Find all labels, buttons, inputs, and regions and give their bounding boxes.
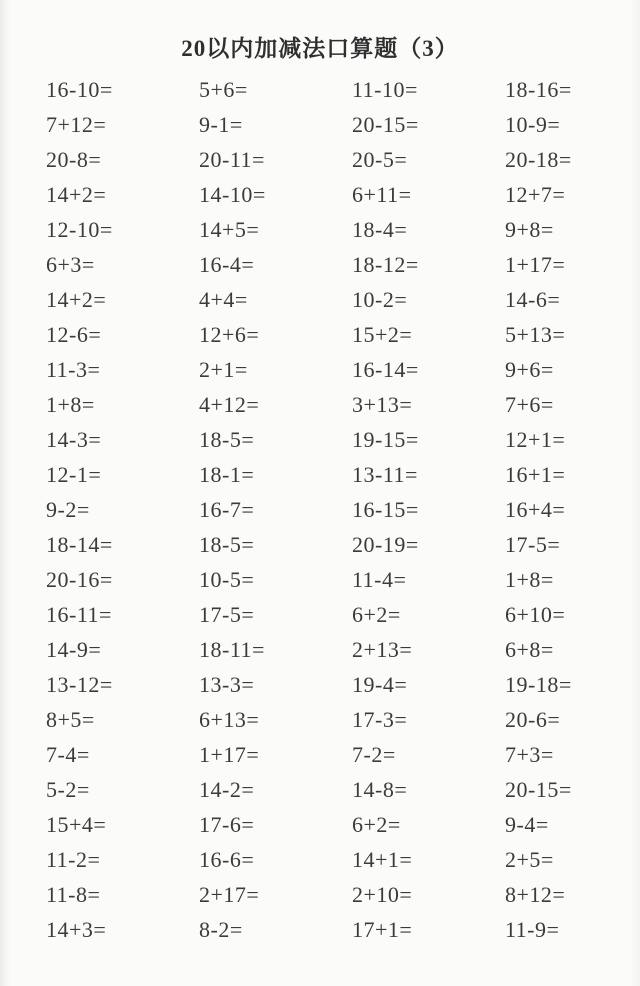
problem-cell: 14-3= [46,427,102,452]
problem-cell: 6+2= [352,602,401,627]
problem-cell: 14+5= [199,217,260,242]
problem-cell: 14-10= [199,182,266,207]
problem-cell: 2+17= [199,882,260,907]
problem-cell: 12-1= [46,462,102,487]
problem-cell: 20-8= [46,147,102,172]
problem-cell: 20-5= [352,147,408,172]
problem-cell: 4+12= [199,392,260,417]
problem-cell: 20-15= [505,777,572,802]
problem-cell: 6+10= [505,602,566,627]
problem-cell: 18-11= [199,637,265,662]
problem-cell: 4+4= [199,287,248,312]
problem-cell: 1+17= [199,742,260,767]
problem-cell: 2+10= [352,882,413,907]
problem-cell: 6+8= [505,637,554,662]
problem-cell: 12-6= [46,322,102,347]
problem-cell: 18-5= [199,532,255,557]
problem-cell: 5+6= [199,77,248,102]
problem-cell: 6+3= [46,252,95,277]
problem-cell: 16-7= [199,497,255,522]
problem-cell: 5+13= [505,322,566,347]
problem-cell: 8+5= [46,707,95,732]
problem-cell: 7+12= [46,112,107,137]
problem-cell: 16-6= [199,847,255,872]
problem-cell: 2+1= [199,357,248,382]
problem-cell: 13-11= [352,462,418,487]
problem-cell: 17-6= [199,812,255,837]
problem-cell: 20-6= [505,707,561,732]
problem-cell: 16-11= [46,602,112,627]
problem-cell: 12+6= [199,322,260,347]
problem-cell: 2+13= [352,637,413,662]
problem-cell: 11-10= [352,77,418,102]
problem-cell: 8-2= [199,917,243,942]
problem-cell: 13-12= [46,672,113,697]
problem-cell: 19-15= [352,427,419,452]
problem-cell: 14-9= [46,637,102,662]
problem-cell: 19-18= [505,672,572,697]
problem-cell: 16+4= [505,497,566,522]
problem-cell: 17-5= [505,532,561,557]
problem-cell: 3+13= [352,392,413,417]
problem-cell: 11-4= [352,567,407,592]
problem-cell: 11-8= [46,882,101,907]
problem-cell: 16-15= [352,497,419,522]
problem-cell: 1+8= [505,567,554,592]
problem-cell: 14-2= [199,777,255,802]
problem-cell: 7-4= [46,742,90,767]
problem-cell: 20-19= [352,532,419,557]
problem-cell: 7+6= [505,392,554,417]
problem-cell: 12+1= [505,427,566,452]
problem-cell: 16-10= [46,77,113,102]
problem-cell: 16-14= [352,357,419,382]
problem-cell: 18-14= [46,532,113,557]
problem-cell: 8+12= [505,882,566,907]
problem-cell: 18-5= [199,427,255,452]
problem-cell: 5-2= [46,777,90,802]
problem-cell: 6+11= [352,182,412,207]
worksheet-title: 20以内加减法口算题（3） [181,36,459,61]
problem-cell: 9+8= [505,217,554,242]
problem-cell: 9-4= [505,812,549,837]
problem-cell: 15+2= [352,322,413,347]
problem-cell: 18-16= [505,77,572,102]
problem-cell: 15+4= [46,812,107,837]
problem-cell: 9-1= [199,112,243,137]
problem-cell: 14-6= [505,287,561,312]
problem-cell: 14+2= [46,182,107,207]
problem-cell: 20-16= [46,567,113,592]
problem-cell: 11-9= [505,917,560,942]
problem-cell: 14-8= [352,777,408,802]
problem-cell: 14+3= [46,917,107,942]
problem-cell: 17-3= [352,707,408,732]
problem-cell: 7+3= [505,742,554,767]
problem-cell: 17+1= [352,917,413,942]
problem-cell: 12-10= [46,217,113,242]
problem-cell: 1+17= [505,252,566,277]
problem-cell: 20-11= [199,147,265,172]
problem-cell: 10-5= [199,567,255,592]
problem-cell: 11-3= [46,357,101,382]
problem-cell: 20-18= [505,147,572,172]
problem-cell: 18-4= [352,217,408,242]
problem-cell: 6+13= [199,707,260,732]
problem-cell: 10-2= [352,287,408,312]
problem-cell: 20-15= [352,112,419,137]
problems-grid [46,72,640,947]
problem-cell: 18-12= [352,252,419,277]
problem-cell: 6+2= [352,812,401,837]
problem-cell: 19-4= [352,672,408,697]
problem-cell: 12+7= [505,182,566,207]
problem-cell: 14+2= [46,287,107,312]
problem-cell: 13-3= [199,672,255,697]
problem-cell: 2+5= [505,847,554,872]
problem-cell: 9+6= [505,357,554,382]
problem-cell: 18-1= [199,462,255,487]
problem-cell: 16-4= [199,252,255,277]
problem-cell: 11-2= [46,847,101,872]
problem-cell: 10-9= [505,112,561,137]
problem-cell: 7-2= [352,742,396,767]
problem-cell: 17-5= [199,602,255,627]
problem-cell: 1+8= [46,392,95,417]
problem-cell: 16+1= [505,462,566,487]
problem-cell: 9-2= [46,497,90,522]
problem-cell: 14+1= [352,847,413,872]
